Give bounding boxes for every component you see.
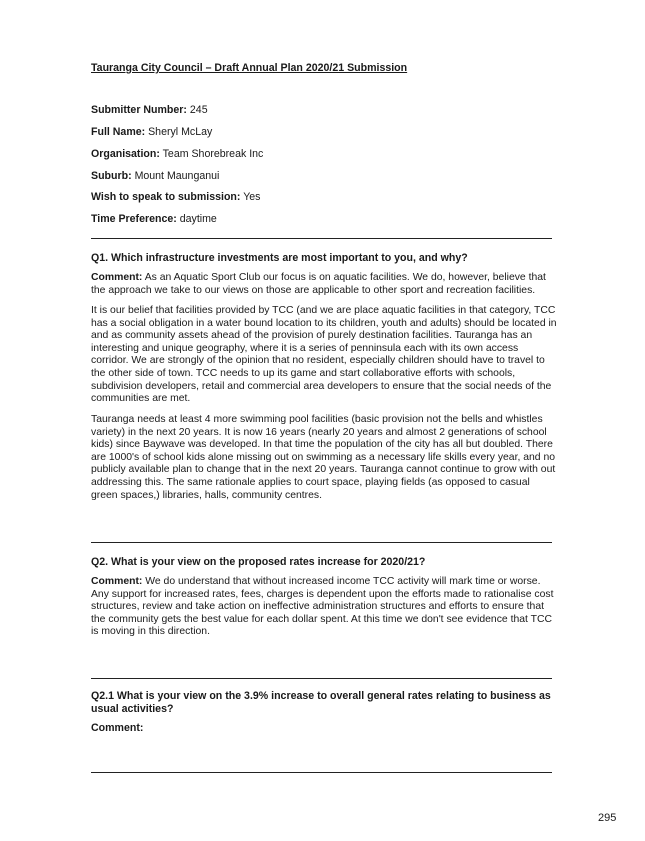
question-1: Q1. Which infrastructure investments are most important to you, and why? — [91, 252, 468, 264]
field-value: 245 — [189, 104, 208, 116]
field-label: Suburb: — [91, 170, 132, 182]
field-value: Team Shorebreak Inc — [162, 148, 264, 160]
field-label: Wish to speak to submission: — [91, 191, 241, 203]
comment-label: Comment: — [91, 272, 143, 283]
divider — [91, 542, 552, 543]
field-value: daytime — [179, 213, 217, 225]
field-value: Sheryl McLay — [148, 126, 213, 138]
field-label: Submitter Number: — [91, 104, 187, 116]
divider — [91, 678, 552, 679]
submitter-number — [91, 104, 208, 117]
document-title: Tauranga City Council – Draft Annual Plan 2020/21 Submission — [91, 62, 408, 74]
q1-comment — [91, 272, 557, 297]
comment-text: As an Aquatic Sport Club our focus is on aquatic facilities. We do, however, believe that the approach we take to our views on those are applicable to other sport and recreation facilities. — [91, 272, 546, 296]
q1-paragraph-2: It is our belief that facilities provided by TCC (and we are place aquatic facilities in that category, TCC has a social obligation in a water bound location to its children, youth and adults) should be located in and as community assets ahead of the provision of purely destination facilities. Tauranga has an interesting and unique geography, where it is a series of penninsula each with its own access corridor. We are strongly of the opinion that no resident, especially children should have to travel to the other side of town. TCC needs to up its game and start collaborative efforts with schools, subdivision developers, retail and commercial area developers to ensure that the social needs of the communities are met. — [91, 305, 557, 405]
q2-1-comment-label: Comment: — [91, 722, 144, 734]
field-label: Full Name: — [91, 126, 146, 138]
page-number: 295 — [598, 812, 617, 824]
divider — [91, 772, 552, 773]
comment-label: Comment: — [91, 576, 143, 587]
q1-paragraph-3: Tauranga needs at least 4 more swimming pool facilities (basic provision not the bells and whistles variety) in the next 20 years. It is now 16 years (nearly 20 years and almost 2 generations of school kids) since Baywave was developed. In that time the population of the city has all but doubled. There are 1000's of school kids alone missing out on swimming as a necessary life skills every year, and no publicly available plan to change that in the next 20 years. Tauranga cannot continue to grow with out addressing this. The same rationale applies to court space, playing fields (as opposed to casual green spaces,) libraries, halls, community centres. — [91, 414, 556, 501]
field-label: Organisation: — [91, 148, 160, 160]
divider — [91, 238, 552, 239]
suburb — [91, 170, 219, 183]
time-preference — [91, 213, 217, 226]
field-value: Mount Maunganui — [134, 170, 220, 182]
q2-comment — [91, 576, 557, 639]
wish-to-speak — [91, 191, 260, 204]
field-label: Time Preference: — [91, 213, 177, 225]
question-2: Q2. What is your view on the proposed rates increase for 2020/21? — [91, 556, 426, 568]
field-value: Yes — [243, 191, 261, 203]
question-2-1: Q2.1 What is your view on the 3.9% increase to overall general rates relating to business as usual activities? — [91, 690, 551, 715]
comment-text: We do understand that without increased income TCC activity will mark time or worse. Any support for increased rates, fees, charges is dependent upon the efforts made to rationalise cost structures, review and take action on ineffective administration structures and efforts to ensure that the community gets the best value for each dollar spent. At this time we don't see evidence that TCC is moving in this direction. — [91, 576, 554, 638]
full-name — [91, 126, 212, 139]
organisation — [91, 148, 263, 161]
